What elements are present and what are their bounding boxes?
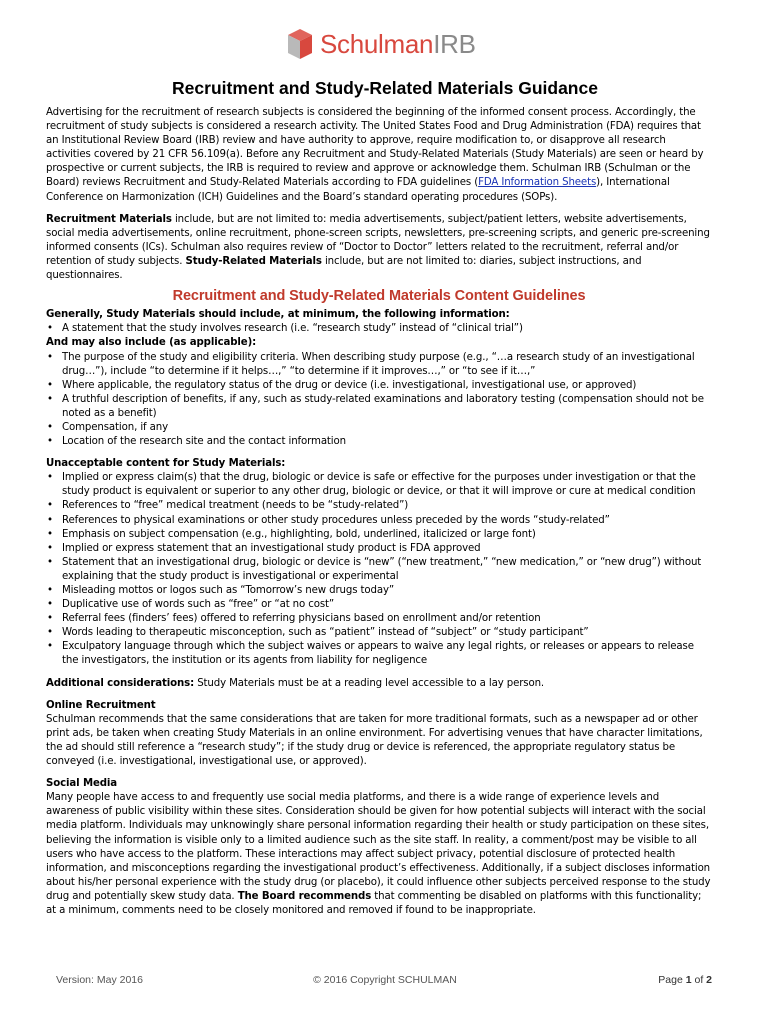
minimum-heading: Generally, Study Materials should include, at minimum, the following information: [46,309,510,321]
list-item: • Exculpatory language through which the subject waives or appears to waive any legal rights, or releases or appears to release the investigators, the institution or its agents from liability for negligence [46,640,712,668]
optional-list [46,351,712,450]
list-item: • Referral fees (finders’ fees) offered to referring physicians based on enrollment and/or retention [46,612,712,626]
intro-paragraph [46,106,712,205]
intro-text: Advertising for the recruitment of research subjects is considered the beginning of the informed consent process. Accordingly, the recruitment of study subjects is considered a research activity. The United States Food and Drug Administration (FDA) requires that an Institutional Review Board (IRB) review and have authority to approve, require modification to, or disapprove all research activities covered by 21 CFR 56.109(a). Before any Recruitment and Study-Related Materials (Study Materials) are seen or heard by prospective or current subjects, the IRB is required to review and approve or acknowledge them. Schulman IRB (Schulman or the Board) reviews Recruitment and Study-Related Materials according to FDA guidelines ( [46,107,704,189]
study-related-materials-term: Study-Related Materials [185,255,322,267]
list-item: • A truthful description of benefits, if any, such as study-related examinations and laboratory testing (compensation should not be noted as a benefit) [46,393,712,421]
recruitment-materials-definition: include, but are not limited to: media advertisements, subject/patient letters, website advertisements, social media advertisements, online recruitment, phone-screen scripts, newsletters, pre-screening scripts, and generic pre-screening informed consents (ICs). Schulman also requires review of “Doctor to Doctor” letters related to the recruitment, referral and/or retention of study subjects. [46,213,710,267]
logo-wordmark [320,31,476,57]
list-item: • Statement that an investigational drug, biologic or device is “new” (“new treatment,” “new medication,” or “new drug”) without explaining that the study product is investigational or experimental [46,556,712,584]
fda-information-sheets-link[interactable]: FDA Information Sheets [478,177,597,189]
social-media-heading: Social Media [46,778,118,790]
social-media-text-main: Many people have access to and frequently use social media platforms, and there is a wide range of experience levels and awareness of public visibility within these sites. Consideration should be given for how potential subjects will interact with the social media platform. Individuals may unknowingly share personal information regarding their health or study participation on these sites, believing the information is visible only to a limited audience such as the site staff. In reality, a comment/post may be visible to all users who have access to the platform. These interactions may affect subject privacy, potential disclosure of protected health information, and misconceptions regarding the investigational product’s effectiveness. Additionally, if a subject discloses information about his/her personal experience with the study drug (or placebo), it could influence other subjects perceived response to the study drug and potentially skew study data. [46,792,711,902]
list-item: • Location of the research site and the contact information [46,435,712,449]
list-item: • Misleading mottos or logos such as “Tomorrow’s new drugs today” [46,584,712,598]
unacceptable-heading: Unacceptable content for Study Materials: [46,458,286,470]
list-item: • Implied or express claim(s) that the drug, biologic or device is safe or effective for the purposes under investigation or that the study product is equivalent or superior to any other drug, biologic or device, or that it will improve or cure at medical condition [46,471,712,499]
copyright-label: © 2016 Copyright SCHULMAN [313,974,457,986]
logo-brand: Schulman [320,29,434,59]
page-of: of [691,974,707,986]
minimum-list [46,322,712,336]
study-related-materials-definition: include, but are not limited to: diaries, subject instructions, and questionnaires. [46,255,642,282]
additional-considerations [46,677,712,691]
list-item: • A statement that the study involves research (i.e. “research study” instead of “clinical trial”) [46,322,712,336]
online-recruitment-heading: Online Recruitment [46,699,156,711]
unacceptable-list [46,471,712,668]
section-heading: Recruitment and Study-Related Materials Content Guidelines [172,288,586,305]
additional-text: Study Materials must be at a reading level accessible to a lay person. [194,677,545,689]
list-item: • References to “free” medical treatment (needs to be “study-related”) [46,499,712,513]
version-label: Version: May 2016 [56,974,143,986]
logo-suffix: IRB [433,29,476,59]
list-item: • Duplicative use of words such as “free” or “at no cost” [46,598,712,612]
additional-label: Additional considerations: [46,677,195,689]
page-total: 2 [706,974,712,986]
list-item: • The purpose of the study and eligibility criteria. When describing study purpose (e.g., “…a research study of an investigational drug…”), include “to determine if it helps…,” “to determine if it improves…,” or “to see if it…,” [46,351,712,379]
page-number [658,974,712,986]
list-item: • Compensation, if any [46,421,712,435]
list-item: • Where applicable, the regulatory status of the drug or device (i.e. investigational, investigational use, or approved) [46,379,712,393]
recruitment-materials-term: Recruitment Materials [46,213,172,225]
list-item: • References to physical examinations or other study procedures unless preceded by the words “study-related” [46,514,712,528]
online-recruitment-text: Schulman recommends that the same considerations that are taken for more traditional formats, such as a newspaper ad or other print ads, be taken when creating Study Materials in an online environment. For advertising venues that have character limitations, the ad should still reference a “research study”; if the study drug or device is referenced, the appropriate regulatory status be conveyed (i.e. investigational, investigational use, or approved). [46,713,703,768]
list-item: • Implied or express statement that an investigational study product is FDA approved [46,542,712,556]
page-word: Page [658,974,686,986]
page-current: 1 [685,974,692,986]
intro-text-end: ), International Conference on Harmonization (ICH) Guidelines and the Board’s standard operating procedures (SOPs). [46,177,670,203]
schulman-irb-logo [286,22,476,66]
materials-definition-paragraph [46,213,712,283]
social-media-text [46,791,712,918]
cube-icon [286,27,314,61]
board-recommends: The Board recommends [237,890,372,902]
page-title: Recruitment and Study-Related Materials Guidance [172,78,598,98]
optional-heading: And may also include (as applicable): [46,337,257,349]
page-footer [0,974,770,988]
list-item: • Words leading to therapeutic misconception, such as “patient” instead of “subject” or “study participant” [46,626,712,640]
document-body [46,106,712,918]
list-item: • Emphasis on subject compensation (e.g., highlighting, bold, underlined, italicized or large font) [46,528,712,542]
social-media-text-end: that commenting be disabled on platforms with this functionality; at a minimum, comments need to be closely monitored and removed if found to be inappropriate. [46,890,702,916]
